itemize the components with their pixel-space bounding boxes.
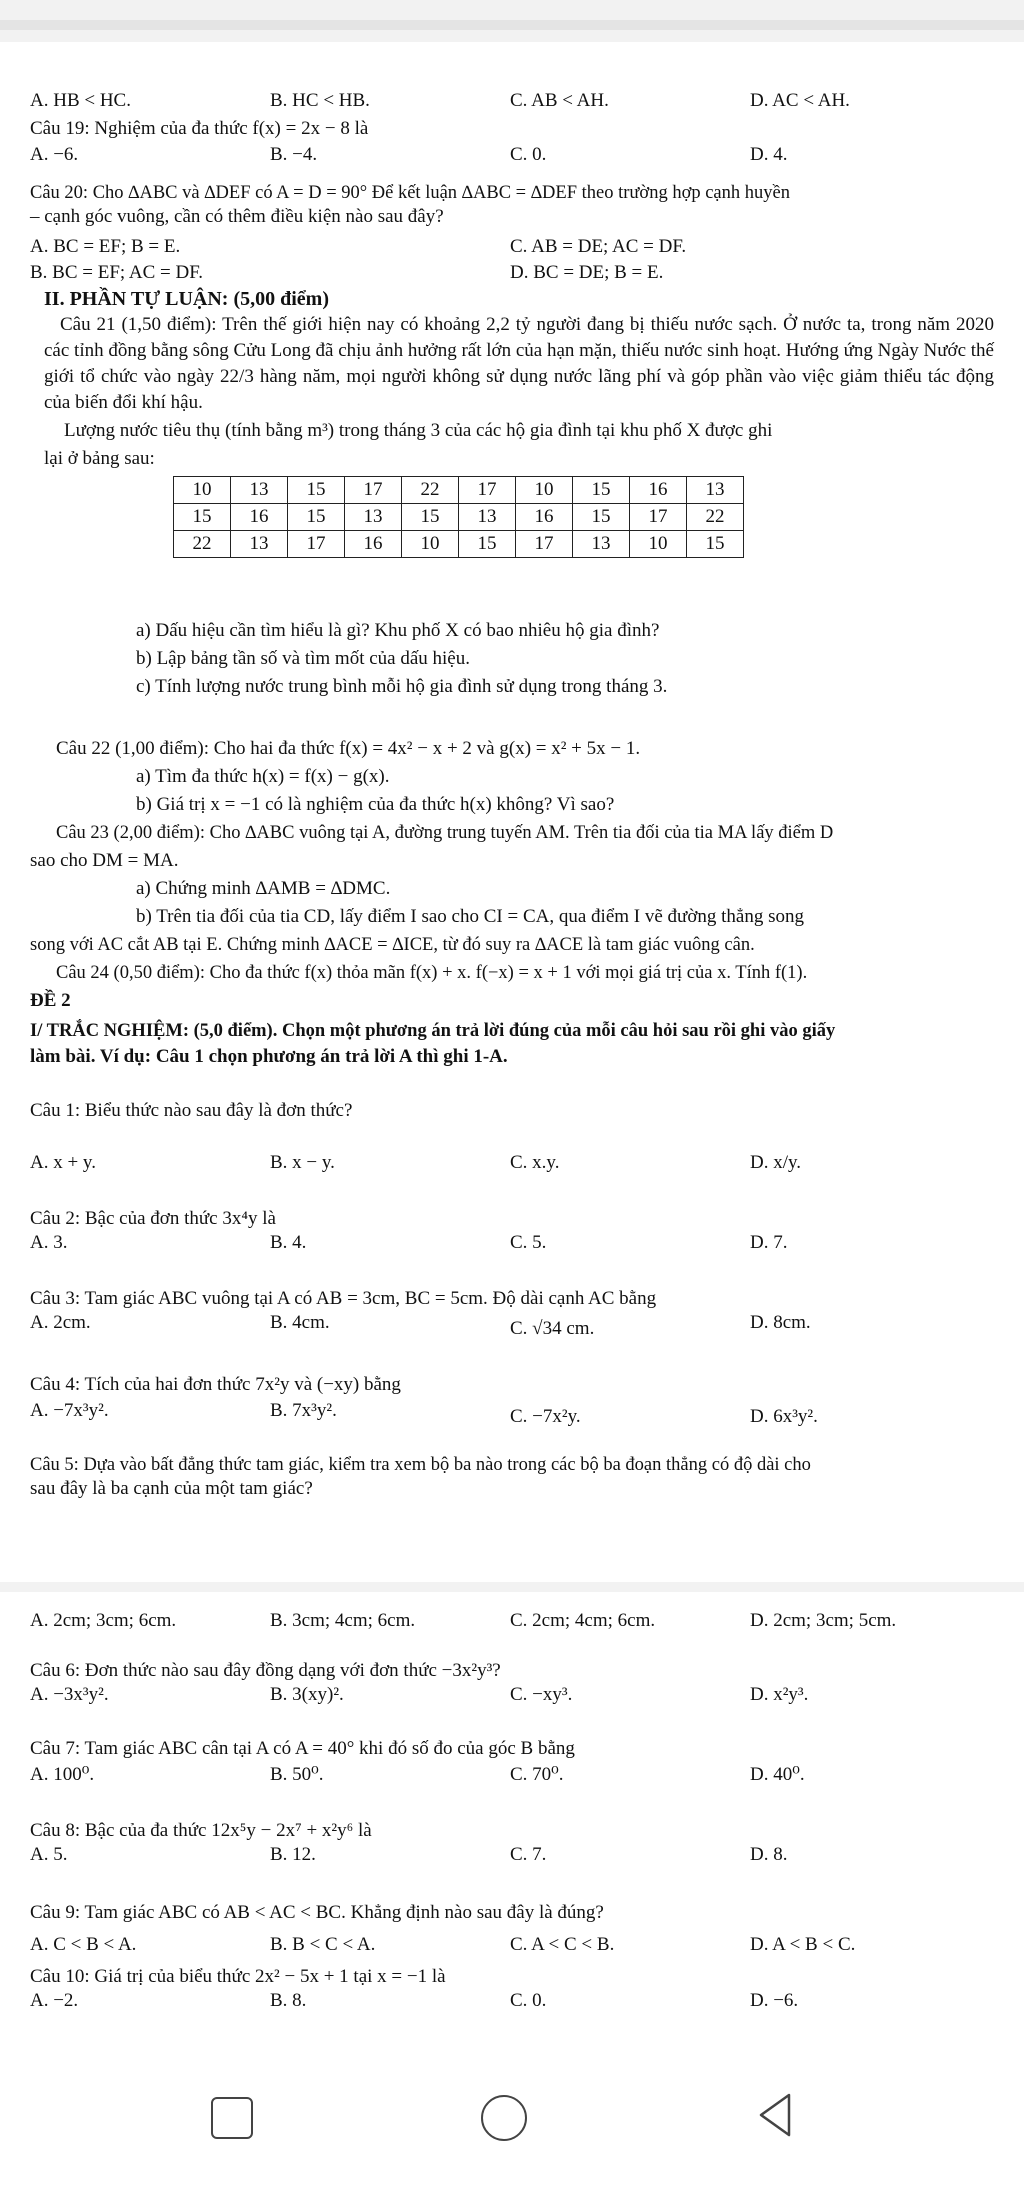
question-21-cont2: lại ở bảng sau: xyxy=(44,448,155,469)
option-a: A. x + y. xyxy=(30,1152,96,1173)
option-d: D. BC = DE; B = E. xyxy=(510,262,664,283)
option-d: D. −6. xyxy=(750,1990,799,2011)
option-c: C. 2cm; 4cm; 6cm. xyxy=(510,1610,656,1631)
option-a: A. −3x³y². xyxy=(30,1684,109,1705)
table-cell: 16 xyxy=(231,504,288,531)
option-c: C. A < C < B. xyxy=(510,1934,615,1955)
option-c: C. 7. xyxy=(510,1844,547,1865)
table-cell: 13 xyxy=(231,531,288,558)
table-cell: 15 xyxy=(573,477,630,504)
option-c: C. AB = DE; AC = DF. xyxy=(510,236,687,257)
question-4: Câu 4: Tích của hai đơn thức 7x²y và (−xy) bằng xyxy=(30,1374,401,1395)
option-d: D. 8. xyxy=(750,1844,788,1865)
table-cell: 17 xyxy=(288,531,345,558)
option-c: C. 70⁰. xyxy=(510,1764,564,1785)
question-23: Câu 23 (2,00 điểm): Cho ∆ABC vuông tại A, đường trung tuyến AM. Trên tia đối của tia MA lấy điểm D xyxy=(56,823,834,843)
section-heading: II. PHẦN TỰ LUẬN: (5,00 điểm) xyxy=(44,288,329,310)
table-cell: 17 xyxy=(459,477,516,504)
option-d: D. 40⁰. xyxy=(750,1764,805,1785)
option-d: D. A < B < C. xyxy=(750,1934,856,1955)
option-a: A. 3. xyxy=(30,1232,68,1253)
question-5: Câu 5: Dựa vào bất đẳng thức tam giác, kiểm tra xem bộ ba nào trong các bộ ba đoạn thẳng có độ dài cho xyxy=(30,1455,811,1475)
table-cell: 10 xyxy=(630,531,687,558)
table-cell: 22 xyxy=(174,531,231,558)
option-b: B. x − y. xyxy=(270,1152,335,1173)
option-c: C. 5. xyxy=(510,1232,547,1253)
table-cell: 17 xyxy=(345,477,402,504)
table-row xyxy=(174,531,744,558)
option-d: D. x²y³. xyxy=(750,1684,809,1705)
option-d: D. 7. xyxy=(750,1232,788,1253)
question-7: Câu 7: Tam giác ABC cân tại A có A = 40° khi đó số đo của góc B bằng xyxy=(30,1738,575,1759)
instructions-cont: làm bài. Ví dụ: Câu 1 chọn phương án trả lời A thì ghi 1-A. xyxy=(30,1046,508,1067)
sub-question-a: a) Tìm đa thức h(x) = f(x) − g(x). xyxy=(136,766,390,787)
option-d: D. x/y. xyxy=(750,1152,802,1173)
option-b: B. 12. xyxy=(270,1844,316,1865)
table-row xyxy=(174,477,744,504)
table-cell: 15 xyxy=(402,504,459,531)
option-d: D. 2cm; 3cm; 5cm. xyxy=(750,1610,897,1631)
question-22: Câu 22 (1,00 điểm): Cho hai đa thức f(x) = 4x² − x + 2 và g(x) = x² + 5x − 1. xyxy=(56,738,641,759)
option-a: A. −2. xyxy=(30,1990,79,2011)
table-cell: 16 xyxy=(630,477,687,504)
table-cell: 13 xyxy=(231,477,288,504)
question-19: Câu 19: Nghiệm của đa thức f(x) = 2x − 8 là xyxy=(30,118,369,139)
question-8: Câu 8: Bậc của đa thức 12x⁵y − 2x⁷ + x²y⁶ là xyxy=(30,1820,372,1841)
option-d: D. 4. xyxy=(750,144,788,165)
sub-question-b: b) Trên tia đối của tia CD, lấy điểm I sao cho CI = CA, qua điểm I vẽ đường thẳng song xyxy=(136,906,804,927)
table-cell: 17 xyxy=(630,504,687,531)
exam-number: ĐỀ 2 xyxy=(30,990,71,1011)
table-cell: 15 xyxy=(687,531,744,558)
recents-icon[interactable] xyxy=(211,2097,253,2139)
table-cell: 13 xyxy=(459,504,516,531)
document-page-1 xyxy=(0,42,1024,1582)
question-3: Câu 3: Tam giác ABC vuông tại A có AB = 3cm, BC = 5cm. Độ dài cạnh AC bằng xyxy=(30,1288,657,1309)
table-cell: 10 xyxy=(516,477,573,504)
option-b: B. 50⁰. xyxy=(270,1764,324,1785)
option-b: B. 8. xyxy=(270,1990,307,2011)
question-20: Câu 20: Cho ∆ABC và ∆DEF có A = D = 90° Để kết luận ∆ABC = ∆DEF theo trường hợp cạnh huyền xyxy=(30,183,790,203)
option-a: A. −6. xyxy=(30,144,79,165)
table-cell: 10 xyxy=(402,531,459,558)
option-b: B. −4. xyxy=(270,144,318,165)
question-23-cont: sao cho DM = MA. xyxy=(30,850,179,871)
option-a: A. 5. xyxy=(30,1844,68,1865)
option-b: B. HC < HB. xyxy=(270,90,370,111)
table-cell: 22 xyxy=(402,477,459,504)
question-9: Câu 9: Tam giác ABC có AB < AC < BC. Khẳng định nào sau đây là đúng? xyxy=(30,1902,604,1923)
table-cell: 15 xyxy=(288,504,345,531)
question-21: Câu 21 (1,50 điểm): Trên thế giới hiện nay có khoảng 2,2 tỷ người đang bị thiếu nước sạch. Ở nước ta, trong năm 2020 các tỉnh đồng bằng sông Cửu Long đã chịu ảnh hưởng rất lớn của hạn mặn, thiếu nước sinh hoạt. Hướng ứng Ngày Nước thế giới tổ chức vào ngày 22/3 hàng năm, mọi người không sử dụng nước lãng phí và góp phần vào việc giảm thiểu tác động của biến đổi khí hậu. xyxy=(44,314,994,413)
question-2: Câu 2: Bậc của đơn thức 3x⁴y là xyxy=(30,1208,276,1229)
option-d: D. 6x³y². xyxy=(750,1406,818,1427)
table-row xyxy=(174,504,744,531)
option-c: C. 0. xyxy=(510,1990,547,2011)
sub-question-a: a) Dấu hiệu cần tìm hiểu là gì? Khu phố X có bao nhiêu hộ gia đình? xyxy=(136,620,660,641)
option-a: A. 2cm; 3cm; 6cm. xyxy=(30,1610,177,1631)
table-cell: 13 xyxy=(687,477,744,504)
sub-question-b: b) Giá trị x = −1 có là nghiệm của đa thức h(x) không? Vì sao? xyxy=(136,794,615,815)
table-cell: 15 xyxy=(174,504,231,531)
table-cell: 16 xyxy=(516,504,573,531)
option-b: B. 4cm. xyxy=(270,1312,330,1333)
table-cell: 10 xyxy=(174,477,231,504)
sub-question-b-cont: song với AC cắt AB tại E. Chứng minh ∆ACE = ∆ICE, từ đó suy ra ∆ACE là tam giác vuông cân. xyxy=(30,935,755,955)
question-6: Câu 6: Đơn thức nào sau đây đồng dạng với đơn thức −3x²y³? xyxy=(30,1660,501,1681)
question-5-cont: sau đây là ba cạnh của một tam giác? xyxy=(30,1478,313,1499)
option-d: D. AC < AH. xyxy=(750,90,850,111)
sub-question-c: c) Tính lượng nước trung bình mỗi hộ gia đình sử dụng trong tháng 3. xyxy=(136,676,668,697)
option-b: B. 3cm; 4cm; 6cm. xyxy=(270,1610,416,1631)
question-24: Câu 24 (0,50 điểm): Cho đa thức f(x) thỏa mãn f(x) + x. f(−x) = x + 1 với mọi giá trị của x. Tính f(1). xyxy=(56,963,808,983)
option-a: A. HB < HC. xyxy=(30,90,131,111)
question-10: Câu 10: Giá trị của biểu thức 2x² − 5x + 1 tại x = −1 là xyxy=(30,1966,446,1987)
data-table xyxy=(173,476,744,558)
table-cell: 15 xyxy=(459,531,516,558)
table-cell: 13 xyxy=(573,531,630,558)
sub-question-a: a) Chứng minh ∆AMB = ∆DMC. xyxy=(136,878,391,899)
option-a: A. 100⁰. xyxy=(30,1764,95,1785)
option-a: A. 2cm. xyxy=(30,1312,91,1333)
table-cell: 16 xyxy=(345,531,402,558)
table-cell: 13 xyxy=(345,504,402,531)
option-a: A. C < B < A. xyxy=(30,1934,137,1955)
question-20-cont: – cạnh góc vuông, cần có thêm điều kiện nào sau đây? xyxy=(30,206,444,227)
option-a: A. −7x³y². xyxy=(30,1400,109,1421)
table-cell: 22 xyxy=(687,504,744,531)
instructions: I/ TRẮC NGHIỆM: (5,0 điểm). Chọn một phương án trả lời đúng của mỗi câu hỏi sau rồi ghi vào giấy xyxy=(30,1021,836,1041)
sub-question-b: b) Lập bảng tần số và tìm mốt của dấu hiệu. xyxy=(136,648,470,669)
option-c: C. x.y. xyxy=(510,1152,560,1173)
back-icon[interactable] xyxy=(755,2091,795,2139)
home-icon[interactable] xyxy=(481,2095,527,2141)
option-c: C. 0. xyxy=(510,144,547,165)
question-21-cont: Lượng nước tiêu thụ (tính bằng m³) trong tháng 3 của các hộ gia đình tại khu phố X được ghi xyxy=(64,420,773,441)
table-cell: 17 xyxy=(516,531,573,558)
question-1: Câu 1: Biểu thức nào sau đây là đơn thức? xyxy=(30,1100,353,1121)
option-c: C. AB < AH. xyxy=(510,90,609,111)
option-c: C. −xy³. xyxy=(510,1684,573,1705)
document-page-2 xyxy=(0,1592,1024,2040)
option-b: B. B < C < A. xyxy=(270,1934,376,1955)
option-b: B. 7x³y². xyxy=(270,1400,337,1421)
option-a: A. BC = EF; B = E. xyxy=(30,236,181,257)
option-d: D. 8cm. xyxy=(750,1312,811,1333)
option-c: C. −7x²y. xyxy=(510,1406,581,1427)
table-cell: 15 xyxy=(288,477,345,504)
option-b: B. 3(xy)². xyxy=(270,1684,344,1705)
option-b: B. 4. xyxy=(270,1232,307,1253)
option-c: C. √34 cm. xyxy=(510,1318,595,1339)
table-cell: 15 xyxy=(573,504,630,531)
option-b: B. BC = EF; AC = DF. xyxy=(30,262,204,283)
top-strip xyxy=(0,20,1024,30)
